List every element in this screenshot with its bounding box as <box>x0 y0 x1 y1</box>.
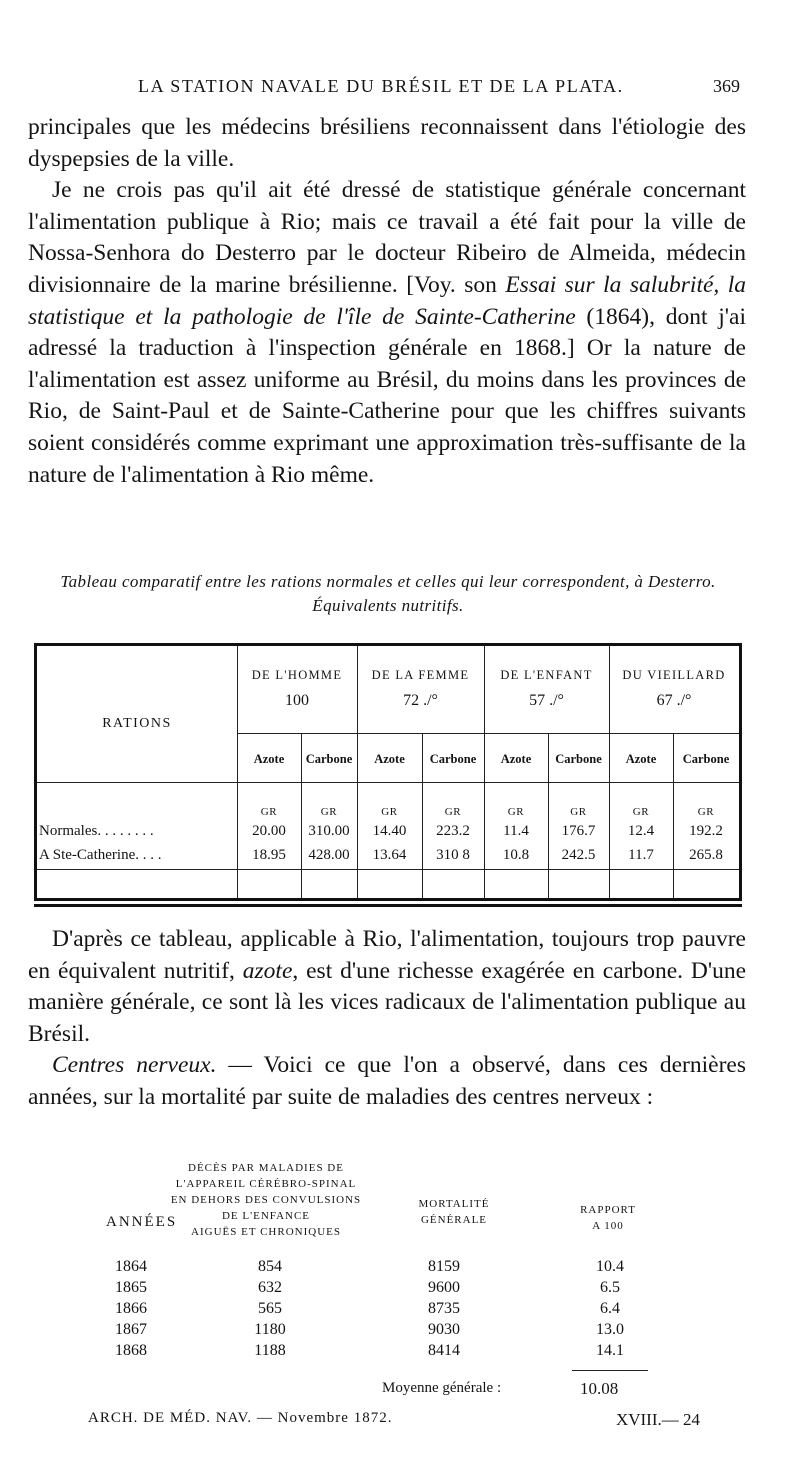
sub-carbone-femme: Carbone <box>429 752 477 766</box>
col-header-deces: DÉCÈS PAR MALADIES DE L'APPAREIL CÉRÉBRO-SPINAL EN DEHORS DES CONVULSIONS DE L'ENFANCE AIGUËS ET CHRONIQUES <box>170 1162 362 1238</box>
deces-cell: 632 <box>258 1279 282 1296</box>
page-footer <box>88 1408 700 1438</box>
sub-carbone-homme: Carbone <box>305 752 353 766</box>
running-title: LA STATION NAVALE DU BRÉSIL ET DE LA PLATA. <box>138 76 624 96</box>
pct-enfant: 57 ./° <box>529 692 564 709</box>
mortalite-cell: 8735 <box>428 1300 460 1317</box>
deces-cell: 854 <box>258 1258 282 1275</box>
footer-journal: ARCH. DE MÉD. NAV. — Novembre 1872. <box>88 1410 393 1426</box>
pct-homme: 100 <box>285 692 309 709</box>
col-header-mortalite: MORTALITÉ GÉNÉRALE <box>418 1198 490 1226</box>
section-heading-centres-nerveux: Centres nerveux. <box>52 1052 217 1079</box>
running-head <box>68 76 740 102</box>
group-femme: DE LA FEMME <box>371 668 470 682</box>
cell-value: 14.40 <box>372 823 407 839</box>
paragraph-continuation: principales que les médecins brésiliens reconnaissent dans l'étiologie des dyspepsies de la ville. <box>28 114 746 172</box>
mean-value: 10.08 <box>580 1379 619 1398</box>
mortalite-cell: 9600 <box>428 1279 460 1296</box>
col-header-annees: ANNÉES <box>106 1214 178 1230</box>
sub-azote-enfant: Azote <box>500 752 532 766</box>
mean-label: Moyenne générale : <box>382 1380 502 1396</box>
unit-gr: GR <box>632 806 650 818</box>
rapport-cell: 6.5 <box>600 1279 620 1296</box>
year-cell: 1867 <box>115 1321 147 1338</box>
mortalite-cell: 8414 <box>428 1342 460 1359</box>
year-cell: 1866 <box>115 1300 147 1317</box>
mortality-table <box>0 1158 800 1408</box>
unit-gr: GR <box>444 806 462 818</box>
year-cell: 1865 <box>115 1279 147 1296</box>
deces-cell: 1188 <box>254 1342 286 1359</box>
sub-azote-vieillard: Azote <box>625 752 657 766</box>
cell-value: 176.7 <box>561 823 596 839</box>
table-bottom-rule <box>34 904 742 907</box>
year-cell: 1864 <box>115 1258 147 1275</box>
sub-azote-femme: Azote <box>374 752 405 766</box>
book-title: Essai sur la salubrité, la statistique et la pathologie de l'île de Sainte-Catherine <box>28 271 746 330</box>
cell-value: 242.5 <box>561 847 596 863</box>
body-paragraph-2 <box>28 924 746 1114</box>
group-vieillard: DU VIEILLARD <box>622 668 726 682</box>
cell-value: 428.00 <box>308 847 350 863</box>
footer-signature: XVIII.— 24 <box>615 1410 700 1429</box>
table-caption: Tableau comparatif entre les rations normales et celles qui leur correspondent, à Desterro. Équivalents nutritifs. <box>60 572 716 615</box>
sub-carbone-vieillard: Carbone <box>682 752 730 766</box>
unit-gr: GR <box>260 806 278 818</box>
unit-gr: GR <box>320 806 338 818</box>
rapport-cell: 6.4 <box>600 1300 620 1317</box>
cell-value: 12.4 <box>627 823 655 839</box>
row-label-ste-catherine: A Ste-Catherine. . . . <box>39 847 162 863</box>
mortalite-cell: 9030 <box>428 1321 460 1338</box>
cell-value: 223.2 <box>436 823 470 839</box>
rapport-cell: 14.1 <box>596 1342 624 1359</box>
col-header-rapport: RAPPORT A 100 <box>580 1204 636 1232</box>
cell-value: 310 8 <box>436 847 470 863</box>
cell-value: 18.95 <box>252 847 286 863</box>
sum-rule <box>572 1370 648 1371</box>
year-cell: 1868 <box>115 1342 147 1359</box>
cell-value: 11.4 <box>503 823 529 839</box>
paragraph-statistics: Je ne crois pas qu'il ait été dressé de statistique générale concernant l'alimentation publique à Rio; mais ce travail a été fait pour la ville de Nossa-Senhora do Desterro par le docteur Ribeiro de Almeida, médecin divisionnaire de la marine brésilienne. [Voy. son Essai sur la salubrité, la statistique et la pathologie de l'île de Sainte-Catherine (1864), dont j'ai adressé la traduction à l'inspection générale en 1868.] Or la nature de l'alimentation est assez uniforme au Brésil, du moins dans les provinces de Rio, de Saint-Paul et de Sainte-Catherine pour que les chiffres suivants soient considérés comme exprimant une approximation très-suffisante de la nature de l'alimentation à Rio même. <box>28 177 746 488</box>
rapport-cell: 13.0 <box>596 1321 624 1338</box>
deces-cell: 565 <box>258 1300 282 1317</box>
cell-value: 192.2 <box>689 823 723 839</box>
pct-vieillard: 67 ./° <box>656 692 692 709</box>
group-homme: DE L'HOMME <box>251 668 343 682</box>
page-number: 369 <box>713 76 740 96</box>
unit-gr: GR <box>697 806 715 818</box>
pct-femme: 72 ./° <box>403 692 438 709</box>
deces-cell: 1180 <box>254 1321 286 1338</box>
paragraph-centres-nerveux: Centres nerveux. — Voici ce que l'on a observé, dans ces dernières années, sur la mortalité par suite de maladies des centres nerveux : <box>28 1052 746 1110</box>
group-enfant: DE L'ENFANT <box>500 668 593 682</box>
cell-value: 310.00 <box>308 823 350 839</box>
unit-gr: GR <box>381 806 398 818</box>
sub-azote-homme: Azote <box>253 752 285 766</box>
paragraph-conclusion: D'après ce tableau, applicable à Rio, l'alimentation, toujours trop pauvre en équivalent nutritif, azote, est d'une richesse exagérée en carbone. D'une manière générale, ce sont là les vices radicaux de l'alimentation publique au Brésil. <box>28 926 747 1047</box>
cell-value: 265.8 <box>689 847 723 863</box>
unit-gr: GR <box>570 806 587 818</box>
cell-value: 13.64 <box>372 847 407 863</box>
row-label-normales: Normales. . . . . . . . <box>39 823 154 839</box>
mortalite-cell: 8159 <box>428 1258 460 1275</box>
unit-gr: GR <box>507 806 525 818</box>
cell-value: 20.00 <box>252 823 286 839</box>
rations-header: RATIONS <box>102 716 172 731</box>
cell-value: 11.7 <box>628 847 654 863</box>
rations-table <box>34 643 742 901</box>
rapport-cell: 10.4 <box>596 1258 624 1275</box>
cell-value: 10.8 <box>502 847 530 863</box>
italic-azote: azote <box>242 957 293 984</box>
sub-carbone-enfant: Carbone <box>555 752 602 766</box>
body-paragraph-1 <box>28 112 746 491</box>
